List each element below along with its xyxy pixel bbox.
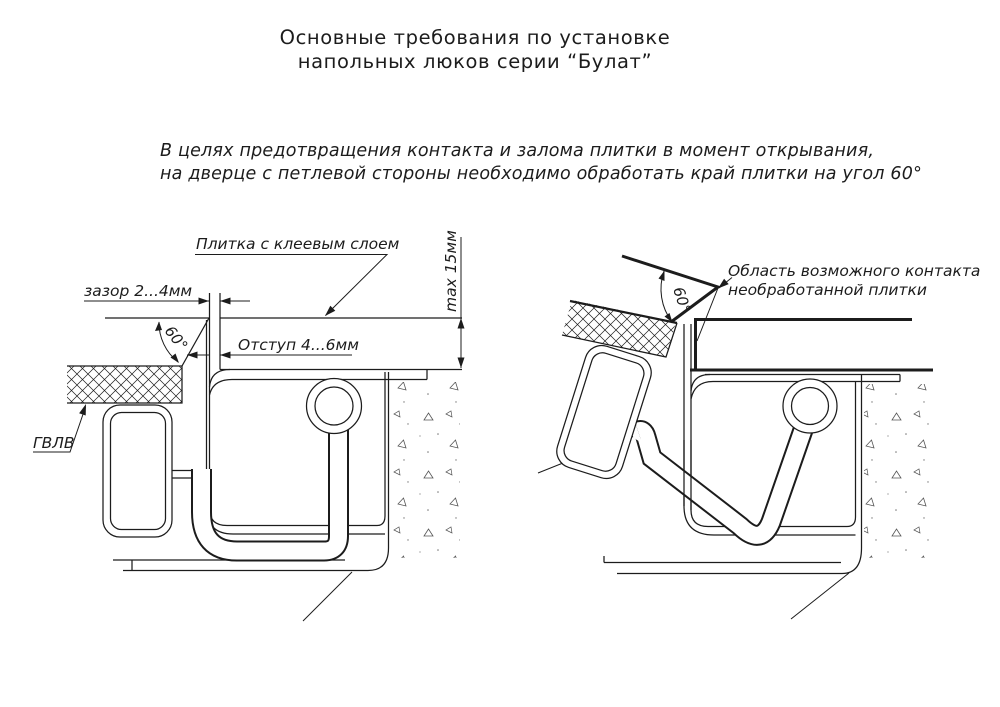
door-tube-group xyxy=(552,341,655,483)
dim-gap xyxy=(84,282,250,305)
title-block xyxy=(280,26,671,73)
dim-max-height xyxy=(442,230,465,368)
callout-contact-line1: Область возможного контакта xyxy=(728,262,981,280)
note-line1: В целях предотвращения контакта и залома плитки в момент открывания, xyxy=(160,141,875,161)
arm-step-plate xyxy=(172,471,192,479)
slab-line xyxy=(604,556,841,563)
dim-gap-arrow-left xyxy=(199,298,210,305)
flange-bottom-line xyxy=(232,370,427,380)
dim-offset xyxy=(187,336,359,359)
callout-gvl-arrow xyxy=(79,404,86,416)
left-view-closed-hatch xyxy=(33,230,465,621)
pan-corner-arc-outer xyxy=(210,370,231,388)
callout-contact-line2: необработанной плитки xyxy=(728,281,927,299)
pan-corner-arc-inner xyxy=(210,380,233,396)
concrete-texture xyxy=(391,382,460,558)
dim-offset-label: Отступ 4...6мм xyxy=(238,336,359,354)
note-line2: на дверце с петлевой стороны необходимо обработать край плитки на угол 60° xyxy=(160,164,923,184)
dim-max-arrow-bottom xyxy=(458,358,465,369)
dim-gap-arrow-right xyxy=(220,298,231,305)
angle-arrow-bottom xyxy=(171,354,180,364)
angle-arrow-top xyxy=(155,322,162,332)
gvl-board-hatch xyxy=(67,366,182,403)
callout-gvl-label: ГВЛВ xyxy=(33,434,75,452)
hinge-pivot-inner xyxy=(315,387,353,425)
dim-gap-label: зазор 2...4мм xyxy=(84,282,193,300)
page-title-line2: напольных люков серии “Булат” xyxy=(297,50,653,73)
callout-contact xyxy=(718,262,980,299)
break-line xyxy=(303,572,352,621)
break-line xyxy=(791,573,849,619)
right-view-open-hatch xyxy=(538,256,980,619)
dim-offset-arrow-right xyxy=(220,352,231,359)
concrete-texture xyxy=(864,384,933,558)
angle-label: 60° xyxy=(669,284,695,316)
door-gvl-hatch xyxy=(562,300,676,357)
callout-tile xyxy=(195,235,400,316)
hinge-arm-fill xyxy=(638,430,803,535)
note-block xyxy=(160,141,922,184)
angle-label: 60° xyxy=(160,322,192,355)
door-tube-outer xyxy=(552,341,655,483)
dim-max-arrow-top xyxy=(458,318,465,329)
callout-tile-label: Плитка с клеевым слоем xyxy=(196,235,400,253)
callout-tile-leader xyxy=(195,255,387,316)
hinge-pivot-inner xyxy=(792,388,829,425)
pan-corner-arc-inner xyxy=(691,382,713,400)
dim-angle-left xyxy=(155,322,191,364)
dim-max-label: max 15мм xyxy=(442,230,460,312)
door-tube-outer xyxy=(103,405,172,537)
angle-arrow-top xyxy=(659,271,665,282)
dim-offset-arrow-left xyxy=(187,352,198,359)
page-title-line1: Основные требования по установке xyxy=(279,26,671,49)
pan-corner-arc-outer xyxy=(691,375,710,392)
callout-gvl xyxy=(33,404,86,452)
